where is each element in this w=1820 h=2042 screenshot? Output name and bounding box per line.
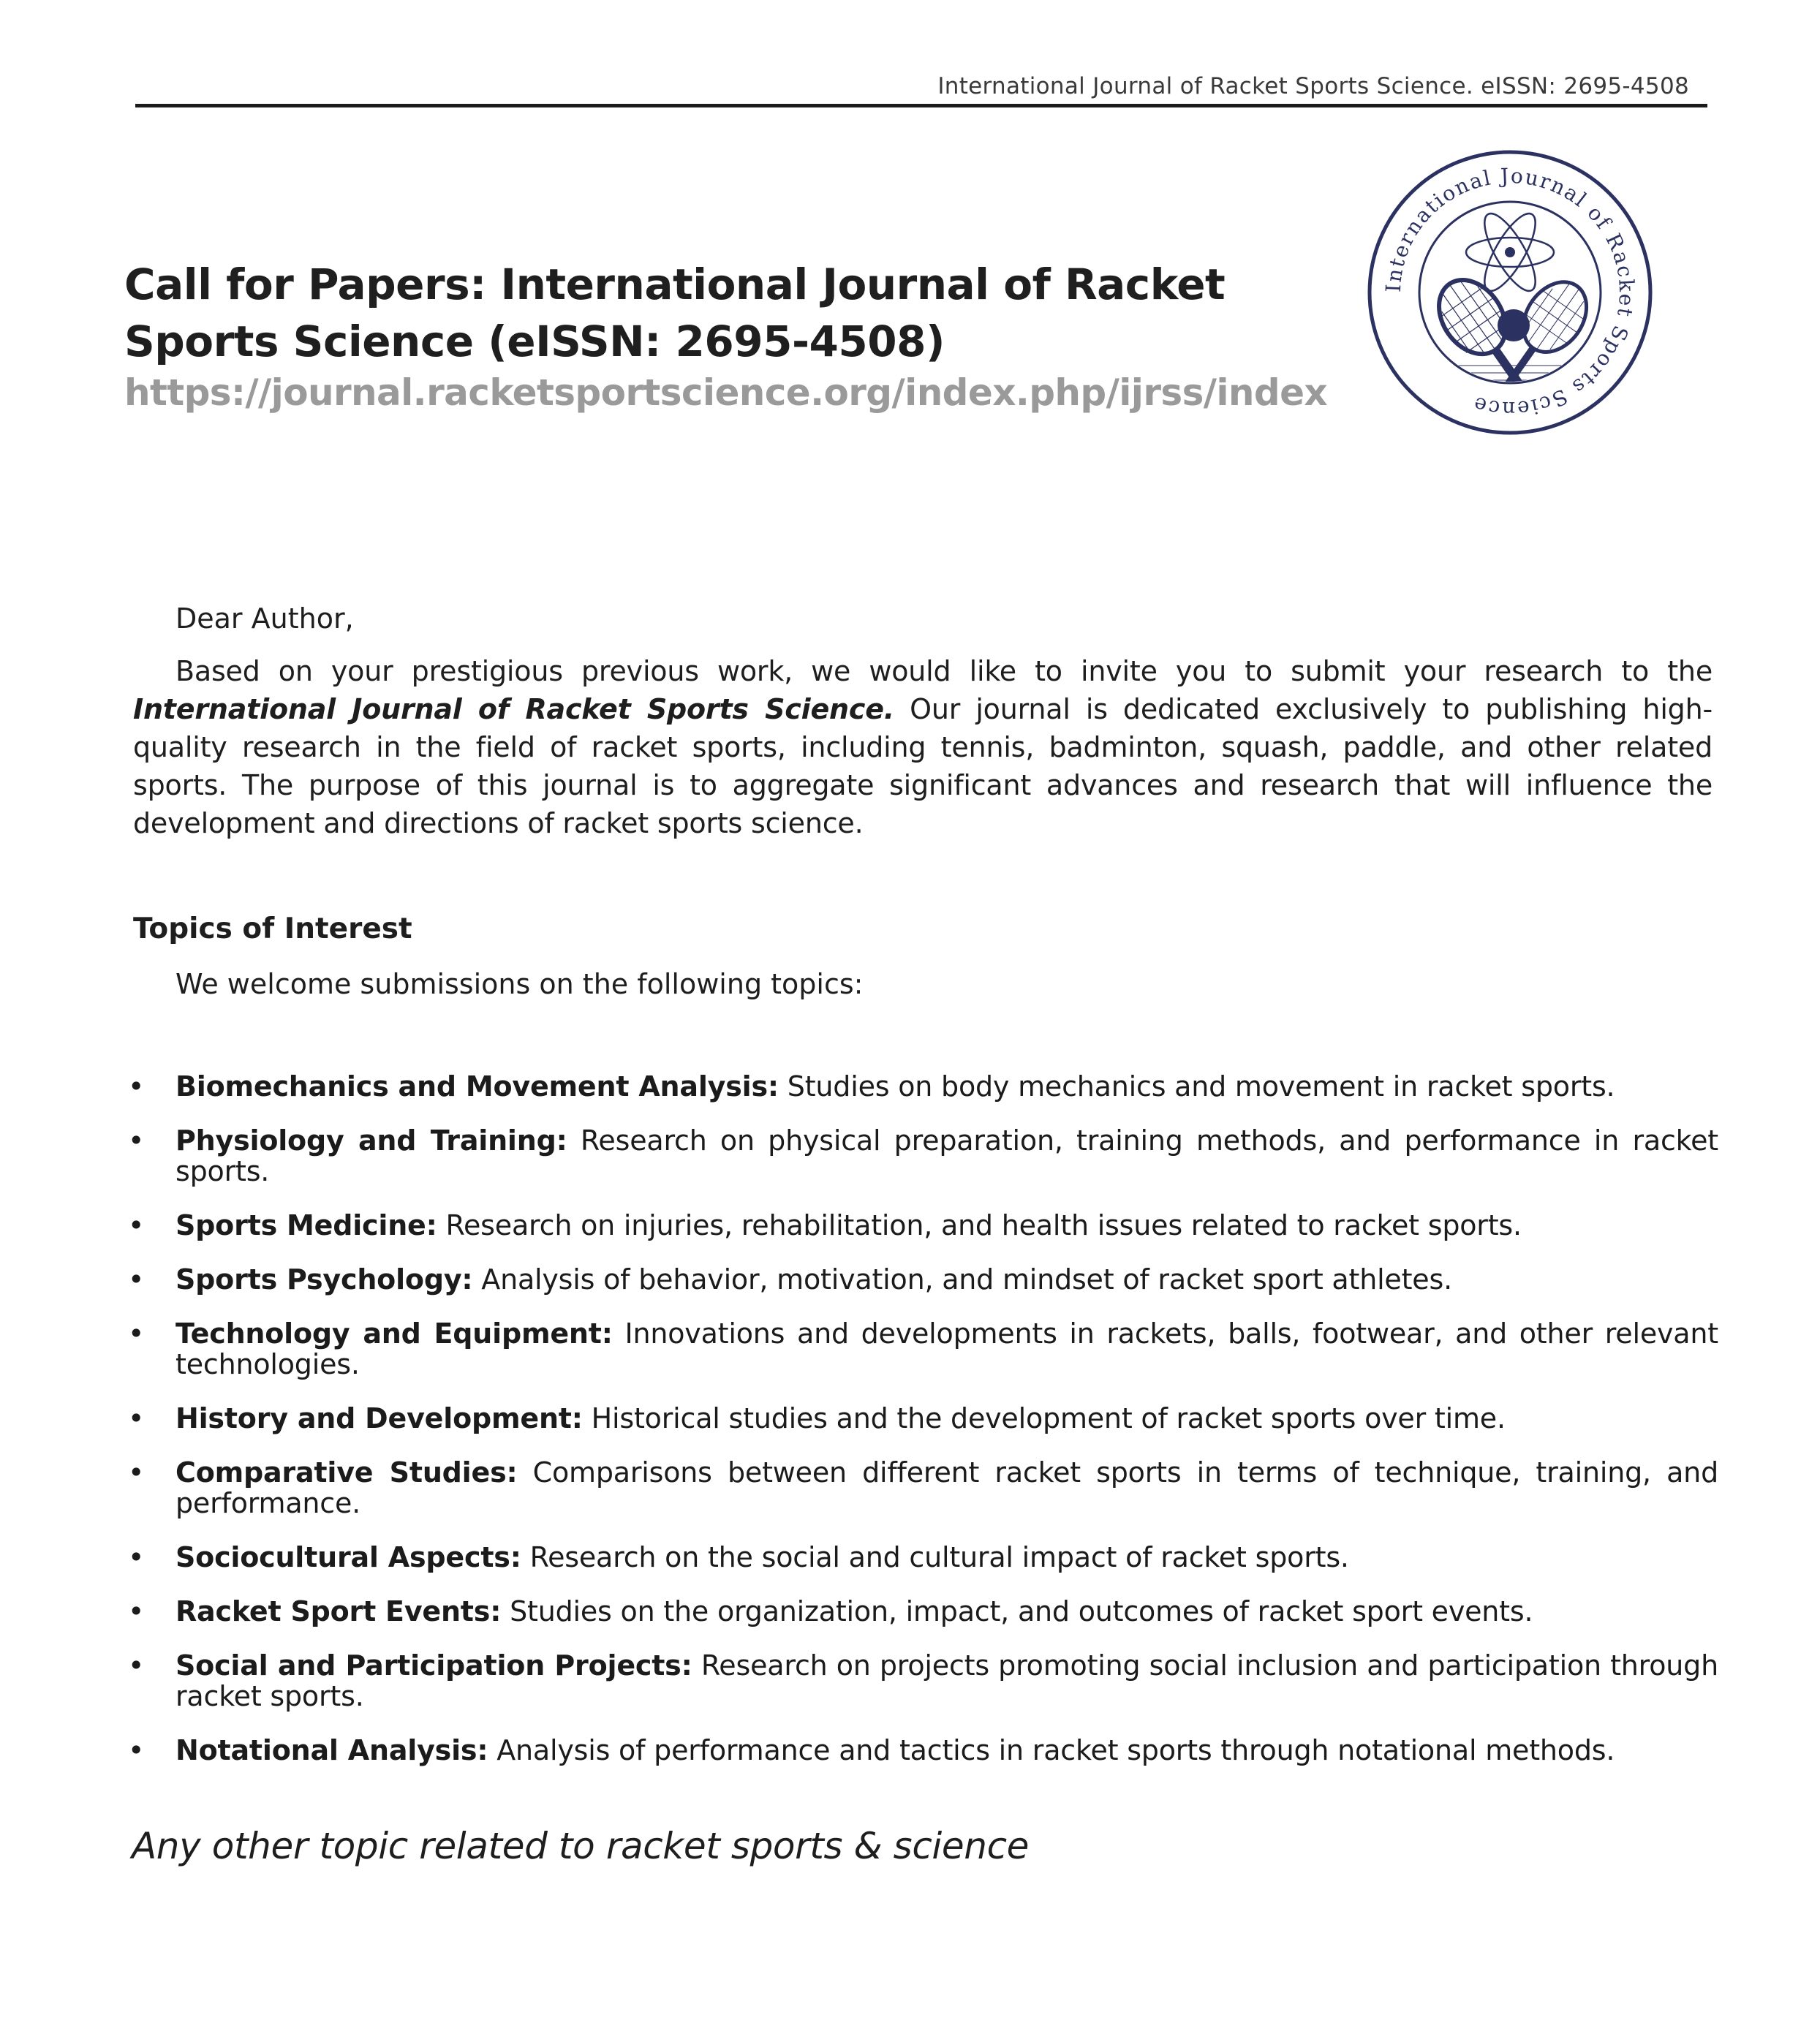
topic-title: Notational Analysis: bbox=[175, 1734, 488, 1766]
bullet-icon: • bbox=[128, 1541, 145, 1573]
topic-title: Sports Psychology: bbox=[175, 1263, 473, 1296]
topic-text: Innovations and developments in rackets, balls, footwear, and other relevant technologies. bbox=[175, 1317, 1718, 1380]
topic-text: Comparisons between different racket sports in terms of technique, training, and performance. bbox=[175, 1456, 1718, 1519]
bullet-icon: • bbox=[128, 1124, 145, 1157]
header-rule bbox=[135, 104, 1707, 107]
topic-item bbox=[124, 1403, 1718, 1434]
bullet-icon: • bbox=[128, 1070, 145, 1103]
journal-name: International Journal of Racket Sports Science. bbox=[133, 693, 895, 725]
topic-item bbox=[124, 1071, 1718, 1102]
topics-intro: We welcome submissions on the following topics: bbox=[175, 968, 864, 1000]
topic-text: Research on projects promoting social inclusion and participation through racket sports. bbox=[175, 1649, 1718, 1712]
topic-text: Studies on body mechanics and movement in racket sports. bbox=[778, 1070, 1615, 1103]
journal-seal-icon bbox=[1364, 146, 1656, 439]
topic-item bbox=[124, 1125, 1718, 1187]
topic-item bbox=[124, 1210, 1718, 1241]
bullet-icon: • bbox=[128, 1402, 145, 1434]
closing-line: Any other topic related to racket sports & science bbox=[132, 1825, 1030, 1867]
topic-item bbox=[124, 1542, 1718, 1573]
topic-text: Analysis of performance and tactics in racket sports through notational methods. bbox=[488, 1734, 1615, 1766]
salutation: Dear Author, bbox=[175, 602, 354, 635]
topic-text: Research on physical preparation, training methods, and performance in racket sports. bbox=[175, 1124, 1719, 1187]
topic-title: Biomechanics and Movement Analysis: bbox=[175, 1070, 779, 1103]
bullet-icon: • bbox=[128, 1595, 145, 1627]
topic-item bbox=[124, 1264, 1718, 1295]
topic-title: Sociocultural Aspects: bbox=[175, 1541, 521, 1573]
topic-text: Historical studies and the development of racket sports over time. bbox=[582, 1402, 1506, 1434]
topic-text: Analysis of behavior, motivation, and mindset of racket sport athletes. bbox=[472, 1263, 1452, 1296]
topic-item bbox=[124, 1318, 1718, 1380]
topic-item bbox=[124, 1596, 1718, 1627]
topic-item bbox=[124, 1735, 1718, 1766]
topics-list bbox=[124, 1071, 1718, 1789]
topic-title: Racket Sport Events: bbox=[175, 1595, 502, 1627]
bullet-icon: • bbox=[128, 1317, 145, 1350]
page-title: Call for Papers: International Journal of Racket Sports Science (eISSN: 2695-4508) bbox=[124, 260, 1226, 366]
topic-item bbox=[124, 1457, 1718, 1519]
topic-title: Social and Participation Projects: bbox=[175, 1649, 692, 1682]
bullet-icon: • bbox=[128, 1456, 145, 1489]
topic-title: Sports Medicine: bbox=[175, 1209, 437, 1241]
intro-text-end: Our journal is dedicated exclusively to publishing high-quality research in the field of racket sports, including tennis, badminton, squash, paddle, and other related sports. The purpose of this journal is to aggregate significant advances and research that will influence the development and directions of racket sports science. bbox=[133, 693, 1713, 839]
topics-heading: Topics of Interest bbox=[133, 912, 412, 945]
topic-title: Physiology and Training: bbox=[175, 1124, 567, 1157]
topic-text: Studies on the organization, impact, and outcomes of racket sport events. bbox=[501, 1595, 1533, 1627]
journal-url-link[interactable]: https://journal.racketsportscience.org/index.php/ijrss/index bbox=[124, 371, 1328, 414]
bullet-icon: • bbox=[128, 1263, 145, 1296]
topic-text: Research on the social and cultural impact of racket sports. bbox=[521, 1541, 1349, 1573]
intro-paragraph bbox=[133, 652, 1713, 842]
topic-item bbox=[124, 1650, 1718, 1712]
bullet-icon: • bbox=[128, 1209, 145, 1241]
running-header: International Journal of Racket Sports Science. eISSN: 2695-4508 bbox=[937, 73, 1689, 99]
topic-title: Comparative Studies: bbox=[175, 1456, 518, 1489]
intro-text-start: Based on your prestigious previous work, we would like to invite you to submit your research to the bbox=[175, 655, 1713, 687]
bullet-icon: • bbox=[128, 1734, 145, 1766]
topic-text: Research on injuries, rehabilitation, and health issues related to racket sports. bbox=[437, 1209, 1522, 1241]
topic-title: Technology and Equipment: bbox=[175, 1317, 613, 1350]
svg-text:International Journal of Racke: International Journal of Racket Sports Science bbox=[1381, 163, 1639, 422]
bullet-icon: • bbox=[128, 1649, 145, 1682]
topic-title: History and Development: bbox=[175, 1402, 583, 1434]
